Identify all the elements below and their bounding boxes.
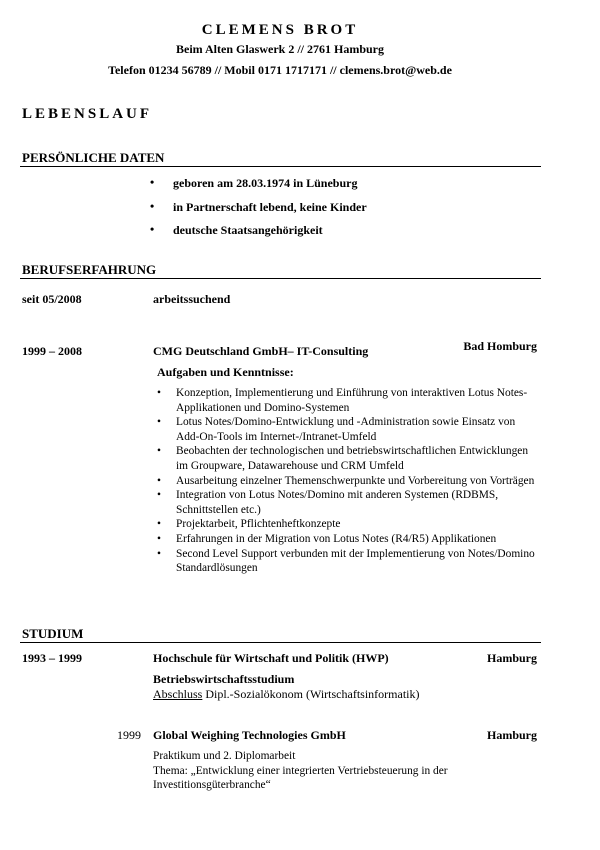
section-heading-study: STUDIUM [22, 626, 84, 641]
degree-value: Dipl.-Sozialökonom (Wirtschaftsinformatik) [202, 687, 420, 701]
tasks-heading: Aufgaben und Kenntnisse: [157, 365, 294, 379]
entry-company: Global Weighing Technologies GmbH [153, 728, 346, 742]
section-divider [20, 166, 541, 167]
entry-degree [153, 687, 419, 702]
entry-location: Bad Homburg [463, 339, 537, 353]
entry-description: Investitionsgüterbranche“ [153, 779, 271, 791]
bullet-icon: • [157, 474, 161, 487]
section-heading-personal: PERSÖNLICHE DATEN [22, 150, 165, 165]
list-item: • Erfahrungen in der Migration von Lotus Notes (R4/R5) Applikationen [157, 532, 497, 545]
bullet-icon: • [150, 199, 155, 213]
tasks-list [157, 386, 537, 576]
section-heading-experience: BERUFSERFAHRUNG [22, 262, 157, 277]
entry-date: 1999 – 2008 [22, 344, 82, 358]
list-item: • Beobachten der technologischen und betriebswirtschaftlichen Entwicklungen im Groupware, Datawarehouse und CRM Umfeld [157, 445, 529, 472]
bullet-icon: • [157, 445, 161, 458]
entry-description: Praktikum und 2. Diplomarbeit [153, 750, 296, 762]
bullet-icon: • [157, 489, 161, 502]
list-item: • Lotus Notes/Domino-Entwicklung und -Administration sowie Einsatz von Add-On-Tools im Internet-/Intranet-Umfeld [157, 416, 516, 443]
entry-date: 1993 – 1999 [22, 651, 82, 665]
list-item: • Integration von Lotus Notes/Domino mit anderen Systemen (RDBMS, Schnittstellen etc.) [157, 489, 499, 516]
entry-company: CMG Deutschland GmbH– IT-Consulting [153, 344, 369, 358]
bullet-icon: • [150, 222, 155, 236]
bullet-icon: • [157, 416, 161, 429]
address-line: Beim Alten Glaswerk 2 // 2761 Hamburg [176, 42, 384, 56]
contact-line: Telefon 01234 56789 // Mobil 0171 1717171 // clemens.brot@web.de [108, 63, 452, 77]
entry-course: Betriebswirtschaftsstudium [153, 672, 295, 686]
entry-location: Hamburg [486, 728, 537, 742]
section-divider [20, 642, 541, 643]
entry-date: 1999 [117, 728, 141, 742]
list-item: • Konzeption, Implementierung und Einführung von interaktiven Lotus Notes-Applikationen und Domino-Systemen [157, 387, 528, 414]
bullet-icon: • [157, 547, 161, 560]
entry-description: Thema: „Entwicklung einer integrierten Vertriebsteuerung in der [153, 765, 448, 777]
entry-location: Hamburg [486, 651, 537, 665]
list-item: • Projektarbeit, Pflichtenheftkonzepte [157, 518, 341, 531]
entry-title: arbeitssuchend [153, 292, 231, 306]
resume-name: CLEMENS BROT [201, 22, 359, 38]
bullet-icon: • [157, 387, 161, 399]
bullet-icon: • [157, 532, 161, 545]
list-item: • Second Level Support verbunden mit der Implementierung von Notes/Domino Standardlösungen [157, 547, 535, 575]
list-item: • Ausarbeitung einzelner Themenschwerpunkte und Vorbereitung von Vorträgen [157, 474, 535, 487]
entry-school: Hochschule für Wirtschaft und Politik (HWP) [153, 651, 389, 665]
entry-date: seit 05/2008 [22, 292, 82, 306]
document-title: LEBENSLAUF [22, 106, 153, 122]
bullet-icon: • [157, 518, 161, 531]
degree-label: Abschluss [153, 687, 203, 701]
section-divider [20, 278, 541, 279]
bullet-icon: • [150, 175, 155, 189]
